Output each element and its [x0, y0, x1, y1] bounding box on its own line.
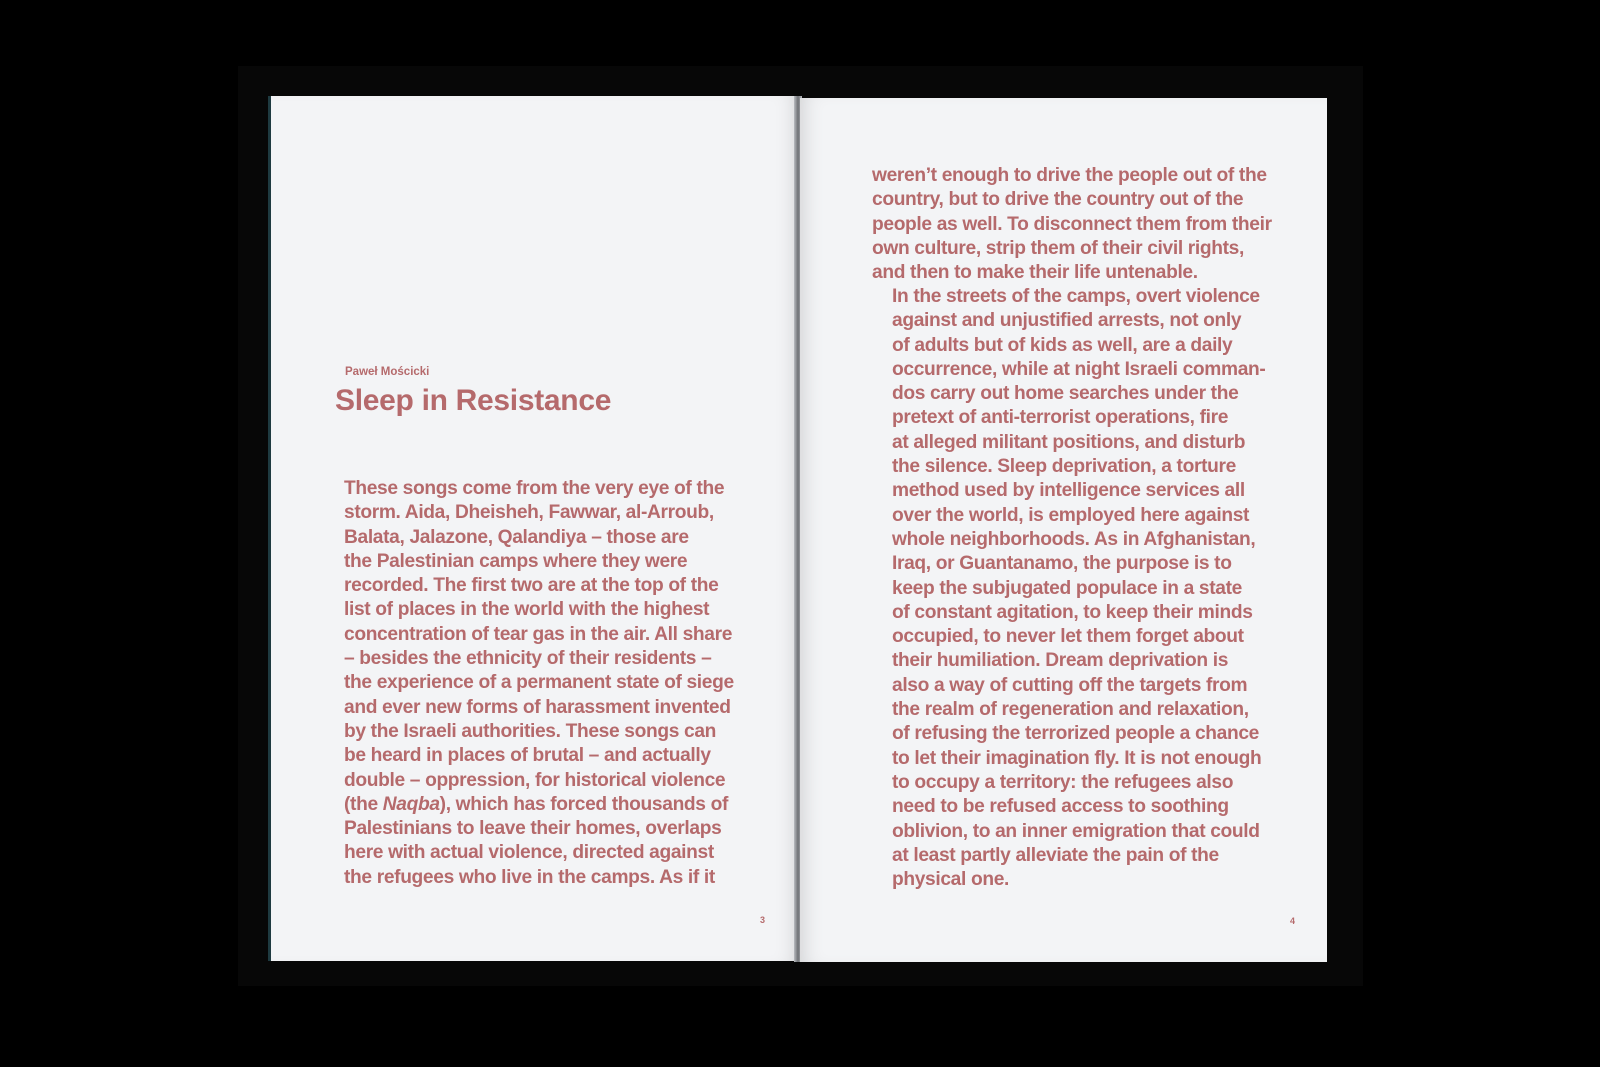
- text-line: own culture, strip them of their civil rights,: [872, 237, 1244, 259]
- text-line: of constant agitation, to keep their minds: [892, 601, 1253, 623]
- text-line: and ever new forms of harassment invented: [344, 696, 731, 718]
- text-line: their humiliation. Dream deprivation is: [892, 650, 1229, 672]
- page-number-right: 4: [1290, 916, 1296, 926]
- text-line: also a way of cutting off the targets from: [892, 674, 1248, 696]
- text-line: dos carry out home searches under the: [892, 383, 1239, 405]
- text-line: recorded. The first two are at the top of the: [344, 575, 719, 597]
- article-title: Sleep in Resistance: [335, 384, 612, 417]
- text-line: – besides the ethnicity of their residents –: [344, 648, 712, 670]
- text-line: here with actual violence, directed against: [344, 842, 714, 864]
- left-body-text: [344, 477, 789, 890]
- text-line: country, but to drive the country out of the: [872, 189, 1244, 211]
- text-line: be heard in places of brutal – and actually: [344, 745, 711, 767]
- text-line: occurrence, while at night Israeli comman-: [892, 358, 1266, 380]
- text-line: against and unjustified arrests, not only: [892, 310, 1242, 332]
- text-line: double – oppression, for historical violence: [344, 769, 726, 791]
- naqba-term: Naqba: [382, 793, 440, 815]
- naqba-line: [344, 793, 789, 817]
- text-line: of refusing the terrorized people a chance: [892, 723, 1259, 745]
- text-line: over the world, is employed here against: [892, 504, 1250, 526]
- text-line: by the Israeli authorities. These songs can: [344, 720, 717, 742]
- author-name: Paweł Mościcki: [345, 366, 430, 378]
- text-line: storm. Aida, Dheisheh, Fawwar, al-Arroub,: [344, 502, 714, 524]
- text-line: at alleged militant positions, and disturb: [892, 431, 1246, 453]
- naqba-suffix: ), which has forced thousands of: [439, 793, 729, 815]
- naqba-prefix: (the: [344, 793, 383, 815]
- text-line: In the streets of the camps, overt violence: [892, 286, 1260, 307]
- text-line: oblivion, to an inner emigration that could: [892, 820, 1260, 842]
- text-line: keep the subjugated populace in a state: [892, 577, 1242, 599]
- text-line: Palestinians to leave their homes, overlaps: [344, 818, 722, 840]
- text-line: whole neighborhoods. As in Afghanistan,: [892, 528, 1256, 550]
- text-line: Balata, Jalazone, Qalandiya – those are: [344, 526, 689, 548]
- text-line: pretext of anti-terrorist operations, fire: [892, 407, 1229, 429]
- right-paragraph-2: [892, 285, 1317, 892]
- text-line: weren’t enough to drive the people out of the: [872, 165, 1267, 186]
- text-line: list of places in the world with the highest: [344, 599, 710, 621]
- text-line: people as well. To disconnect them from their: [872, 213, 1272, 235]
- text-line: occupied, to never let them forget about: [892, 626, 1244, 648]
- left-page: [268, 96, 799, 961]
- text-line: to let their imagination fly. It is not enough: [892, 747, 1262, 769]
- text-line: concentration of tear gas in the air. All share: [344, 623, 733, 645]
- right-page: [800, 98, 1327, 962]
- text-line: the Palestinian camps where they were: [344, 550, 688, 572]
- text-line: and then to make their life untenable.: [872, 262, 1198, 284]
- text-line: the refugees who live in the camps. As if it: [344, 866, 715, 888]
- page-number-left: 3: [760, 915, 766, 925]
- text-line: Iraq, or Guantanamo, the purpose is to: [892, 553, 1232, 575]
- text-line: the experience of a permanent state of siege: [344, 672, 734, 694]
- text-line: the silence. Sleep deprivation, a torture: [892, 456, 1236, 478]
- right-paragraph-1: [872, 164, 1317, 285]
- text-line: method used by intelligence services all: [892, 480, 1245, 502]
- text-line: These songs come from the very eye of the: [344, 478, 725, 499]
- text-line: to occupy a territory: the refugees also: [892, 771, 1234, 793]
- text-line: physical one.: [892, 869, 1010, 891]
- text-line: of adults but of kids as well, are a daily: [892, 334, 1233, 356]
- text-line: need to be refused access to soothing: [892, 796, 1229, 818]
- text-line: the realm of regeneration and relaxation,: [892, 699, 1249, 721]
- text-line: at least partly alleviate the pain of the: [892, 844, 1219, 866]
